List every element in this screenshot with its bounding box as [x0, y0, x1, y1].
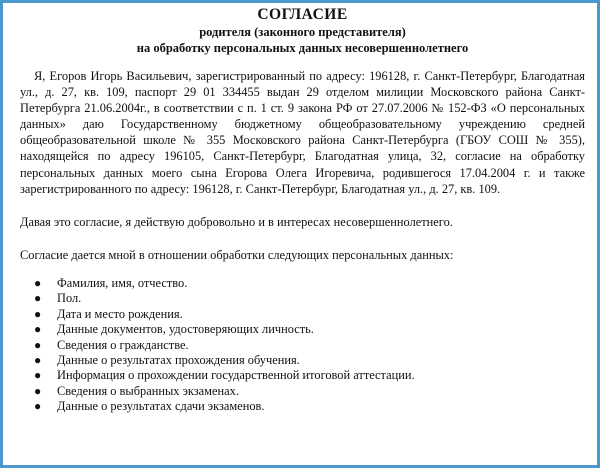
list-item-text: Данные документов, удостоверяющих личность.	[57, 322, 314, 337]
bullet-icon: ●	[34, 275, 42, 290]
bullet-icon: ●	[34, 399, 42, 414]
bullet-icon: ●	[34, 306, 42, 321]
list-item	[20, 338, 585, 353]
list-item-text: Пол.	[57, 291, 82, 306]
list-item	[20, 368, 585, 383]
bullet-icon: ●	[34, 337, 42, 352]
personal-data-list	[20, 276, 585, 415]
bullet-icon: ●	[34, 322, 42, 337]
bullet-icon: ●	[34, 291, 42, 306]
list-item-text: Сведения о гражданстве.	[57, 337, 189, 352]
list-intro: Согласие дается мной в отношении обработки следующих персональных данных:	[20, 247, 454, 262]
list-item	[20, 353, 585, 368]
list-item-text: Информация о прохождении государственной итоговой аттестации.	[57, 368, 415, 383]
bullet-icon: ●	[34, 383, 42, 398]
consent-document	[20, 6, 585, 415]
list-item	[20, 276, 585, 291]
list-item	[20, 399, 585, 414]
list-item-text: Фамилия, имя, отчество.	[57, 275, 188, 290]
list-item	[20, 291, 585, 306]
document-title: СОГЛАСИЕ	[257, 6, 348, 23]
list-item	[20, 322, 585, 337]
list-item	[20, 384, 585, 399]
list-item	[20, 307, 585, 322]
voluntary-statement: Давая это согласие, я действую добровольно и в интересах несовершеннолетнего.	[20, 214, 453, 229]
document-subtitle-parent: родителя (законного представителя)	[199, 25, 406, 39]
bullet-icon: ●	[34, 368, 42, 383]
document-subtitle-purpose: на обработку персональных данных несовершеннолетнего	[136, 41, 469, 55]
list-item-text: Данные о результатах прохождения обучения.	[57, 352, 300, 367]
list-item-text: Данные о результатах сдачи экзаменов.	[57, 399, 265, 414]
consent-paragraph: Я, Егоров Игорь Васильевич, зарегистрированный по адресу: 196128, г. Санкт-Петербург, Благодатная ул., д. 27, кв. 109, паспорт 29 01 334455 выдан 29 отделом милиции Московского района Санкт-Петербурга 21.06.2004г., в соответствии с п. 1 ст. 9 закона РФ от 27.07.2006 № 152-ФЗ «О персональных данных» даю Государственному бюджетному общеобразовательному учреждению средней общеобразовательной школе № 355 Московского района Санкт-Петербурга (ГБОУ СОШ № 355), находящейся по адресу 196105, Санкт-Петербург, Благодатная улица, 32, согласие на обработку персональных данных моего сына Егорова Олега Игоревича, родившегося 17.04.2004 г. и также зарегистрированного по адресу: 196128, г. Санкт-Петербург, Благодатная ул., д. 27, кв. 109.	[20, 69, 585, 196]
list-item-text: Сведения о выбранных экзаменах.	[57, 383, 239, 398]
bullet-icon: ●	[34, 352, 42, 367]
list-item-text: Дата и место рождения.	[57, 306, 183, 321]
